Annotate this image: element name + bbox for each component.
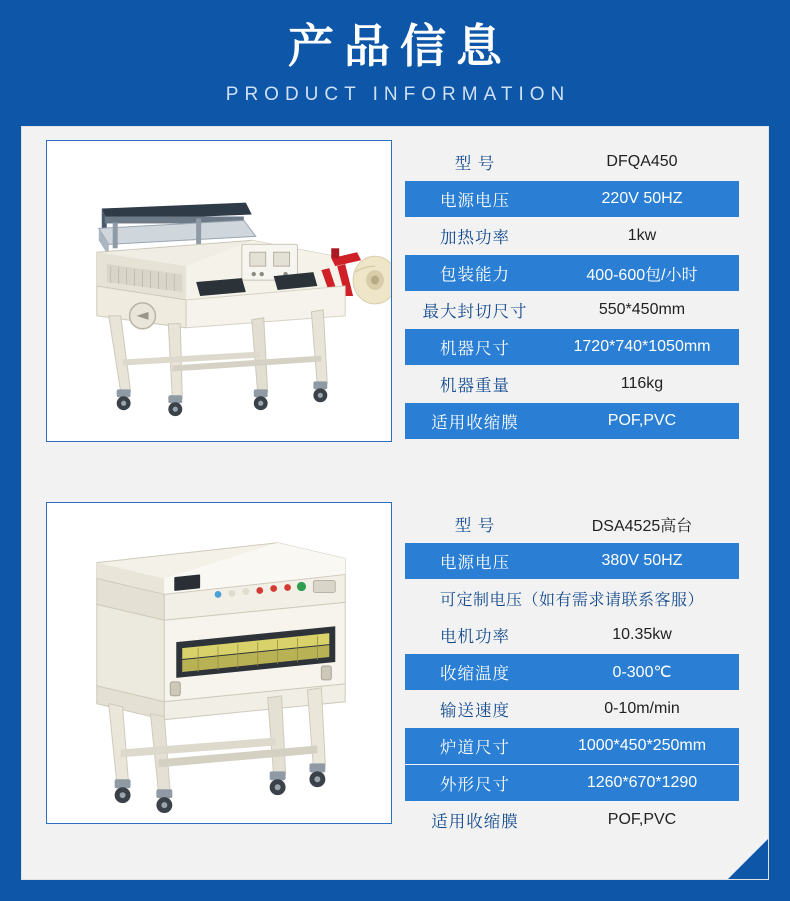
shrink-tunnel-machine-photo [46,502,392,824]
spec-note: 可定制电压（如有需求请联系客服） [439,591,704,609]
spec-row [405,329,739,365]
spec-value: 550*450mm [598,301,686,318]
spec-row [405,144,739,180]
spec-label: 加热功率 [440,229,510,247]
l-bar-sealer-machine-photo [46,140,392,442]
spec-table-2 [405,506,739,839]
content-panel [22,127,768,879]
spec-value: POF,PVC [607,412,677,429]
spec-row [405,255,739,291]
spec-label: 炉道尺寸 [440,739,510,757]
spec-value: 116kg [620,375,664,392]
spec-row [405,218,739,254]
spec-label: 适用收缩膜 [431,414,519,432]
spec-row [405,366,739,402]
spec-row [405,403,739,439]
spec-value: 380V 50HZ [601,552,683,569]
spec-value: POF,PVC [607,811,677,828]
spec-label: 型 号 [454,155,496,173]
spec-label: 电机功率 [440,628,510,646]
product-block-1 [46,140,739,442]
shrink-tunnel-illustration [47,503,391,823]
spec-value: DFQA450 [606,153,678,170]
page-header [0,0,790,106]
spec-value: 1kw [627,227,657,244]
spec-value: 1720*740*1050mm [573,338,711,355]
spec-table-1 [405,144,739,442]
spec-value: DSA4525高台 [591,517,693,535]
page-title-cn: 产品信息 [288,20,512,72]
spec-value: 0-10m/min [604,700,680,717]
page-title-en: PRODUCT INFORMATION [225,83,571,105]
spec-row-note [405,580,739,616]
spec-value: 220V 50HZ [601,190,683,207]
spec-label: 电源电压 [440,192,510,210]
spec-value: 0-300℃ [612,664,672,681]
spec-label: 包装能力 [440,266,510,284]
spec-label: 电源电压 [440,554,510,572]
spec-label: 外形尺寸 [440,776,510,794]
spec-value: 1260*670*1290 [586,774,698,791]
spec-value: 1000*450*250mm [577,737,707,754]
spec-row [405,802,739,838]
spec-row [405,728,739,764]
spec-row [405,654,739,690]
spec-row [405,765,739,801]
spec-label: 机器尺寸 [440,340,510,358]
spec-row [405,181,739,217]
spec-value: 10.35kw [612,626,672,643]
spec-row [405,543,739,579]
l-bar-sealer-illustration [47,141,391,441]
spec-label: 适用收缩膜 [431,813,519,831]
spec-label: 机器重量 [440,377,510,395]
spec-label: 收缩温度 [440,665,510,683]
product-block-2 [46,502,739,839]
spec-label: 型 号 [454,517,496,535]
spec-label: 输送速度 [440,702,510,720]
spec-label: 最大封切尺寸 [422,303,528,321]
spec-row [405,617,739,653]
spec-row [405,506,739,542]
spec-value: 400-600包/小时 [586,266,698,284]
spec-row [405,292,739,328]
spec-row [405,691,739,727]
